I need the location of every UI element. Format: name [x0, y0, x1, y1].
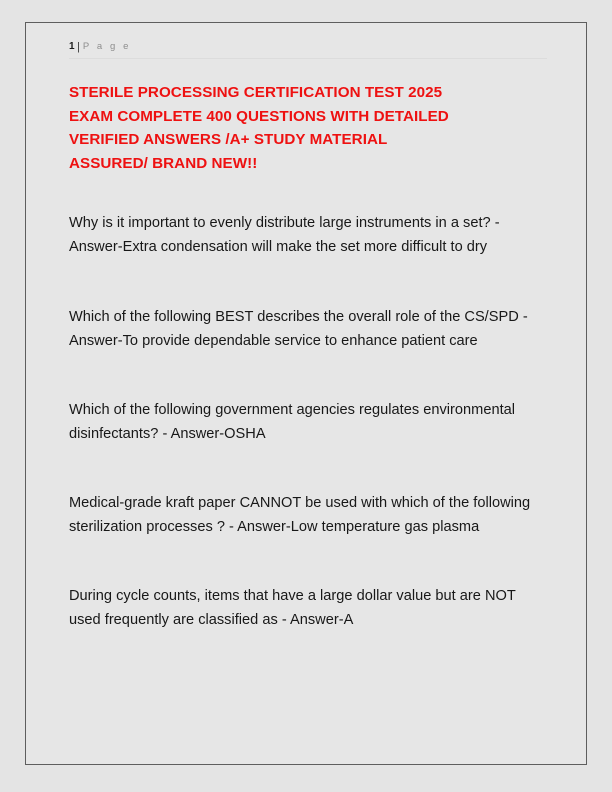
running-header	[69, 35, 545, 59]
document-title-line-1: STERILE PROCESSING CERTIFICATION TEST 2025	[69, 84, 443, 101]
header-separator: |	[77, 40, 80, 53]
header-page-number: 1	[69, 41, 76, 52]
document-title	[69, 81, 545, 175]
question-answer-block: During cycle counts, items that have a large dollar value but are NOT used frequently are classified as - Answer-A	[69, 588, 516, 629]
document-title-line-4: ASSURED/ BRAND NEW!!	[69, 154, 258, 172]
page-content-column	[69, 35, 545, 632]
question-answer-block: Which of the following government agencies regulates environmental disinfectants? - Answer-OSHA	[69, 401, 516, 442]
question-answer-list	[69, 211, 545, 632]
header-page-label: P a g e	[82, 41, 132, 53]
header-divider-rule	[69, 58, 547, 59]
question-answer-block: Why is it important to evenly distribute large instruments in a set? - Answer-Extra condensation will make the set more difficult to dry	[69, 215, 500, 256]
question-answer-block: Medical-grade kraft paper CANNOT be used with which of the following sterilization processes ? - Answer-Low temperature gas plasma	[69, 494, 531, 536]
document-title-line-2: EXAM COMPLETE 400 QUESTIONS WITH DETAILED	[69, 107, 449, 125]
question-answer-block: Which of the following BEST describes the overall role of the CS/SPD - Answer-To provide dependable service to enhance patient care	[69, 308, 528, 349]
document-page	[25, 22, 587, 765]
document-title-line-3: VERIFIED ANSWERS /A+ STUDY MATERIAL	[69, 131, 388, 149]
